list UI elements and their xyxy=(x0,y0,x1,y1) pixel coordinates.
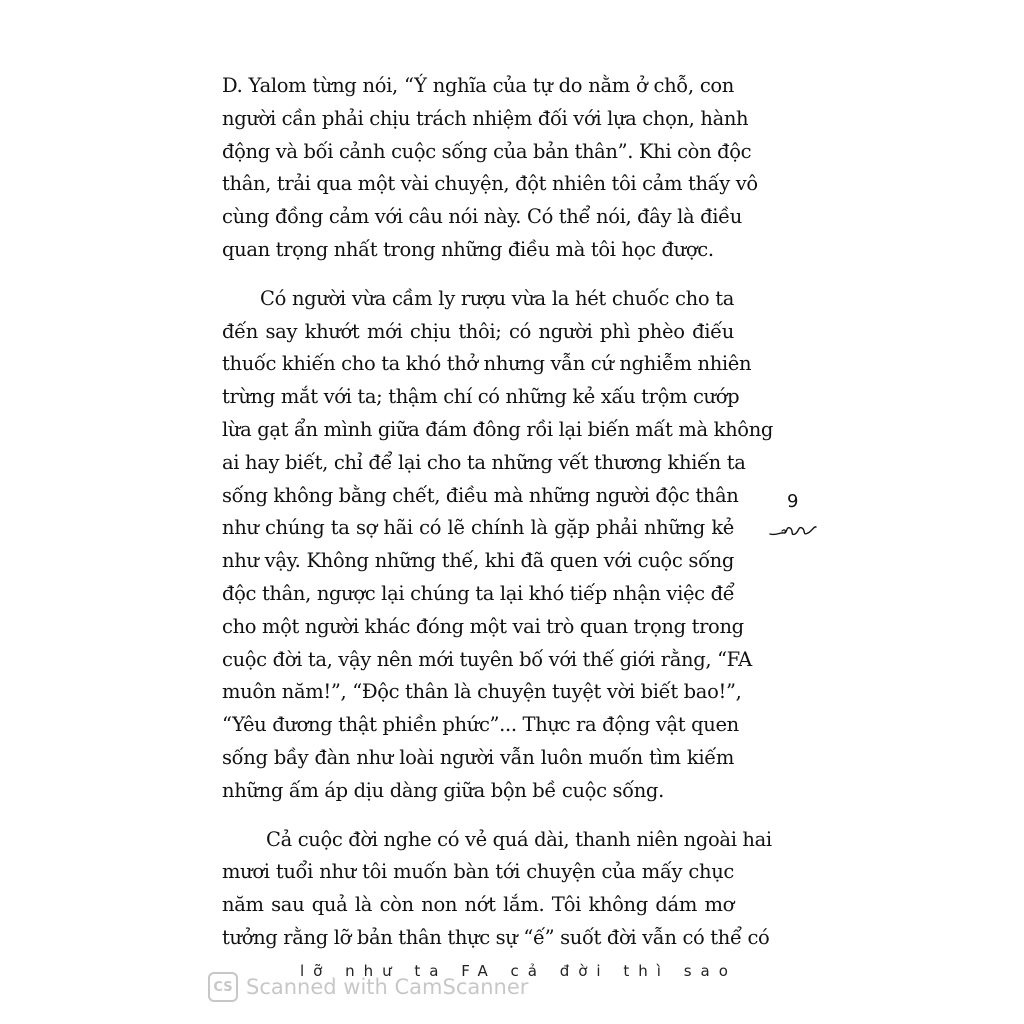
camscanner-logo-icon: CS xyxy=(208,972,238,1002)
text-line: muôn năm!”, “Độc thân là chuyện tuyệt vời biết bao!”, xyxy=(222,680,742,704)
paragraph-3 xyxy=(222,824,772,955)
text-line: năm sau quả là còn non nớt lắm. Tôi không dám mơ xyxy=(222,893,734,917)
text-line: trừng mắt với ta; thậm chí có những kẻ xấu trộm cướp xyxy=(222,385,740,409)
text-line: “Yêu đương thật phiền phức”... Thực ra động vật quen xyxy=(222,713,739,737)
paragraph-1 xyxy=(222,70,758,267)
running-footer: lỡ như ta FA cả đời thì sao xyxy=(300,962,737,980)
page-number: 9 xyxy=(787,491,799,512)
text-line: động và bối cảnh cuộc sống của bản thân”. Khi còn độc xyxy=(222,139,752,163)
text-line: sống bầy đàn như loài người vẫn luôn muốn tìm kiếm xyxy=(222,745,734,769)
text-line: quan trọng nhất trong những điều mà tôi học được. xyxy=(222,237,714,261)
text-line: như chúng ta sợ hãi có lẽ chính là gặp phải những kẻ xyxy=(222,516,734,540)
text-line: Cả cuộc đời nghe có vẻ quá dài, thanh niên ngoài hai xyxy=(266,827,772,851)
text-line: đến say khướt mới chịu thôi; có người phì phèo điếu xyxy=(222,319,734,343)
text-line: những ấm áp dịu dàng giữa bộn bề cuộc sống. xyxy=(222,778,664,802)
text-line: thuốc khiến cho ta khó thở nhưng vẫn cứ nghiễm nhiên xyxy=(222,352,752,376)
text-line: độc thân, ngược lại chúng ta lại khó tiếp nhận việc để xyxy=(222,581,735,605)
body-text xyxy=(222,70,774,955)
text-line: Có người vừa cầm ly rượu vừa la hét chuốc cho ta xyxy=(260,286,734,310)
text-line: người cần phải chịu trách nhiệm đối với lựa chọn, hành xyxy=(222,106,749,130)
text-line: sống không bằng chết, điều mà những người độc thân xyxy=(222,483,739,507)
text-line: D. Yalom từng nói, “Ý nghĩa của tự do nằm ở chỗ, con xyxy=(222,74,734,97)
text-line: cho một người khác đóng một vai trò quan trọng trong xyxy=(222,614,744,638)
text-line: cuộc đời ta, vậy nên mới tuyên bố với thế giới rằng, “FA xyxy=(222,647,752,671)
text-line: ai hay biết, chỉ để lại cho ta những vết thương khiến ta xyxy=(222,450,746,474)
camscanner-watermark xyxy=(208,972,528,1002)
text-line: như vậy. Không những thế, khi đã quen với cuộc sống xyxy=(222,549,734,573)
text-line: mươi tuổi như tôi muốn bàn tới chuyện của mấy chục xyxy=(222,860,734,884)
flourish-icon xyxy=(768,520,818,540)
text-line: lừa gạt ẩn mình giữa đám đông rồi lại biến mất mà không xyxy=(222,417,774,441)
text-line: cùng đồng cảm với câu nói này. Có thể nói, đây là điều xyxy=(222,205,742,229)
paragraph-2 xyxy=(222,283,774,808)
text-line: tưởng rằng lỡ bản thân thực sự “ế” suốt đời vẫn có thể có xyxy=(222,925,770,949)
watermark-text: Scanned with CamScanner xyxy=(246,975,529,999)
text-line: thân, trải qua một vài chuyện, đột nhiên tôi cảm thấy vô xyxy=(222,172,758,196)
